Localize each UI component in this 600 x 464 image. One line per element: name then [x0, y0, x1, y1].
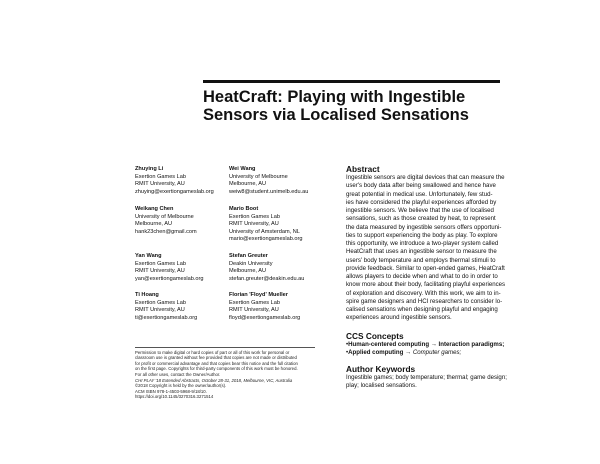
notice-isbn: ACM ISBN 978-1-4503-5968-9/18/10. — [135, 388, 207, 394]
abstract-body — [346, 174, 531, 323]
author-affiliation: Exertion Games Lab — [135, 173, 186, 180]
author-name: Mario Boot — [229, 206, 259, 212]
ccs-subconcept: Interaction paradigms; — [438, 340, 505, 348]
author-email[interactable]: hank23chen@gmail.com — [135, 228, 197, 235]
notice-line: on the first page. Copyrights for third-party components of this work must be honored. — [135, 366, 298, 372]
author-card — [135, 292, 197, 322]
author-card — [229, 253, 304, 283]
author-affiliation: Exertion Games Lab — [135, 299, 186, 306]
author-name: Florian 'Floyd' Mueller — [229, 292, 288, 298]
ccs-list — [346, 341, 531, 358]
abstract-line: allows players to decide when and what to do in order to — [346, 273, 498, 280]
author-affiliation: Exertion Games Lab — [229, 299, 280, 306]
author-email[interactable]: floyd@exertiongameslab.org — [229, 314, 301, 321]
ccs-item — [346, 349, 531, 357]
abstract-line: spire game designers and HCI researchers to consider lo- — [346, 297, 503, 305]
ccs-item — [346, 341, 531, 349]
abstract-line: great potential in medical use. Unfortunately, few stud- — [346, 190, 493, 198]
notice-doi-link[interactable]: https://doi.org/10.1145/3270316.3271514 — [135, 394, 214, 400]
author-affiliation: RMIT University, AU — [135, 181, 185, 188]
abstract-heading: Abstract — [346, 164, 380, 174]
abstract-line: ties to support experiencing the body as play. To explore — [346, 231, 498, 239]
abstract-line: know more about their body, facilitating playful experiences — [346, 281, 506, 289]
author-email[interactable]: stefan.greuter@deakin.edu.au — [229, 275, 305, 282]
abstract-line: the data measured by ingestible sensors offers opportuni- — [346, 223, 502, 231]
abstract-line: Ingestible sensors are digital devices that can measure the — [346, 174, 505, 181]
abstract-line: this opportunity, we introduce a two-player system called — [346, 240, 499, 247]
abstract-line: experiences around ingestible sensors. — [346, 314, 452, 322]
abstract-line: calised sensations when designing playful and engaging — [346, 306, 498, 313]
abstract-line: provide feedback. Similar to open-ended games, HeatCraft — [346, 264, 505, 272]
notice-line: ©2018 Copyright is held by the owner/author(s). — [135, 383, 227, 389]
author-name: Zhuying Li — [135, 166, 164, 172]
author-affiliation: Melbourne, AU — [135, 221, 173, 228]
keywords-line: Ingestible games; body temperature; thermal; game design; — [346, 374, 507, 381]
author-name: Stefan Greuter — [229, 253, 268, 259]
author-affiliation: RMIT University, AU — [135, 307, 185, 314]
author-email[interactable]: weiw8@student.unimelb.edu.au — [229, 188, 309, 195]
ccs-bullet: • — [346, 348, 349, 356]
ccs-concept: Applied computing — [348, 348, 404, 356]
copyright-notice — [135, 347, 315, 400]
author-affiliation: Melbourne, AU — [229, 181, 267, 188]
notice-line: For all other uses, contact the Owner/Author. — [135, 371, 221, 377]
author-card — [135, 166, 214, 196]
author-affiliation: Deakin University — [229, 260, 273, 267]
notice-line: Permission to make digital or hard copies of part or all of this work for personal or — [135, 349, 290, 355]
author-affiliation: RMIT University, AU — [229, 307, 279, 314]
abstract-line: sensations, such as those created by heat, to represent — [346, 215, 496, 223]
notice-rule — [135, 347, 315, 348]
author-email[interactable]: zhuying@exertiongameslab.org — [135, 188, 214, 195]
author-card — [229, 166, 308, 196]
abstract-line: of exploration and discovery. With this work, we aim to in- — [346, 289, 501, 297]
abstract-line: users' body temperature and employs thermal stimuli to — [346, 256, 496, 264]
author-affiliation: RMIT University, AU — [135, 268, 185, 275]
author-affiliation: University of Amsterdam, NL — [229, 228, 300, 235]
author-email[interactable]: yan@exertiongameslab.org — [135, 275, 204, 282]
notice-line: classroom use is granted without fee provided that copies are not made or distributed — [135, 355, 297, 361]
right-column — [346, 164, 531, 391]
author-name: Weikang Chen — [135, 206, 174, 212]
keywords-line: play; localised sensations. — [346, 382, 417, 390]
abstract-line: ies have considered the playful experiences afforded by — [346, 198, 497, 206]
ccs-subconcept: Computer games; — [412, 348, 462, 356]
notice-line: for profit or commercial advantage and that copies bear this notice and the full citation — [135, 360, 298, 366]
ccs-bullet: • — [346, 340, 349, 348]
author-name: Yan Wang — [135, 253, 162, 259]
author-card — [135, 253, 204, 283]
author-email[interactable]: mario@exertiongameslab.org — [229, 236, 303, 243]
ccs-heading: CCS Concepts — [346, 330, 404, 341]
abstract-line: user's body data after being swallowed and hence have — [346, 182, 496, 190]
author-card — [229, 206, 302, 244]
ccs-arrow: → — [403, 348, 413, 356]
author-email[interactable]: ti@exertiongameslab.org — [135, 314, 198, 321]
author-affiliation: Melbourne, AU — [229, 268, 267, 275]
author-card — [135, 206, 197, 236]
author-affiliation: RMIT University, AU — [229, 221, 279, 228]
author-affiliation: Exertion Games Lab — [135, 260, 186, 267]
author-name: Wei Wang — [229, 166, 256, 172]
author-affiliation: University of Melbourne — [229, 173, 288, 180]
author-affiliation: University of Melbourne — [135, 213, 194, 220]
paper-title — [203, 88, 533, 124]
abstract-line: ingestible sensors. We believe that the use of localised — [346, 207, 494, 214]
abstract-line: HeatCraft that uses an ingestible sensor to measure the — [346, 248, 497, 256]
keywords-body — [346, 374, 531, 391]
author-name: Ti Hoang — [135, 292, 159, 298]
author-affiliation: Exertion Games Lab — [229, 213, 280, 220]
keywords-heading: Author Keywords — [346, 364, 416, 374]
title-line-1: HeatCraft: Playing with Ingestible — [203, 88, 466, 106]
author-card — [229, 292, 300, 322]
notice-venue: CHI PLAY '18 Extended Abstracts, October 28-31, 2018, Melbourne, VIC, Australia — [135, 377, 293, 383]
title-line-2: Sensors via Localised Sensations — [203, 106, 469, 124]
ccs-concept: Human-centered computing — [348, 340, 430, 348]
author-block — [135, 166, 335, 336]
title-rule — [203, 80, 500, 83]
ccs-arrow: → — [429, 340, 439, 348]
